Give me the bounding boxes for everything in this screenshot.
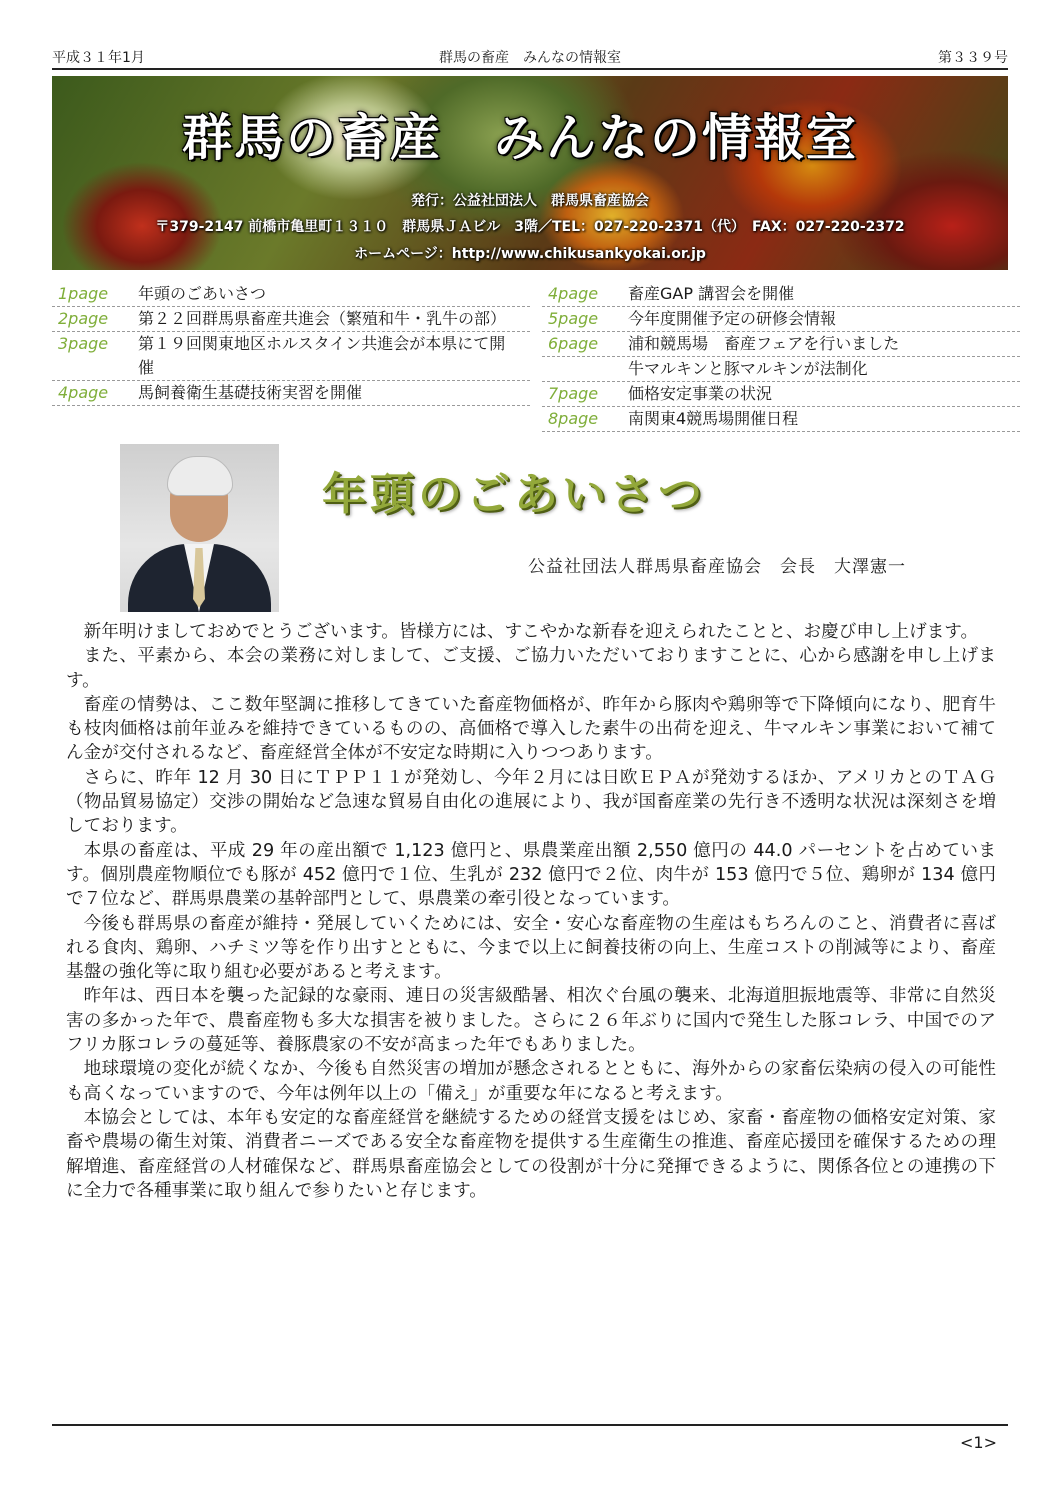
paragraph: さらに、昨年 12 月 30 日にＴＰＰ１１が発効し、今年２月には日欧ＥＰＡが発効するほか、アメリカとのＴＡＧ（物品貿易協定）交渉の開始など急速な貿易自由化の進展により、我が国畜産業の先行き不透明な状況は深刻さを増しております。: [66, 767, 996, 837]
toc-page: [542, 357, 628, 381]
publisher-line: 発行：公益社団法人 群馬県畜産協会: [411, 193, 649, 209]
homepage-link[interactable]: ホームページ：http://www.chikusankyokai.or.jp: [354, 246, 706, 262]
toc-item[interactable]: [52, 381, 530, 406]
paragraph: 昨年は、西日本を襲った記録的な豪雨、連日の災害級酷暑、相次ぐ台風の襲来、北海道胆振地震等、非常に自然災害の多かった年で、農畜産物も多大な損害を被りました。さらに２６年ぶりに国内で発生した豚コレラ、中国でのアフリカ豚コレラの蔓延等、養豚農家の不安が高まった年でもありました。: [66, 986, 996, 1056]
toc-right-column: [542, 282, 1020, 432]
header-issue: 第３３９号: [938, 50, 1008, 66]
masthead-banner: [52, 76, 1008, 270]
toc-item[interactable]: [542, 357, 1020, 382]
toc-page: 6page: [548, 334, 599, 353]
page-number: <1>: [960, 1433, 997, 1452]
footer-rule: [52, 1424, 1008, 1426]
toc-page: 5page: [548, 309, 599, 328]
toc-title: 年頭のごあいさつ: [138, 284, 267, 303]
toc-title: 今年度開催予定の研修会情報: [628, 309, 837, 328]
toc-item[interactable]: [542, 307, 1020, 332]
toc-page: 2page: [58, 309, 109, 328]
article-heading: 年頭のごあいさつ: [322, 469, 706, 520]
toc-title: 価格安定事業の状況: [628, 384, 773, 403]
masthead-title: 群馬の畜産 みんなの情報室: [182, 108, 858, 167]
toc-item[interactable]: [542, 382, 1020, 407]
paragraph: また、平素から、本会の業務に対しまして、ご支援、ご協力いただいておりますことに、心から感謝を申し上げます。: [66, 646, 996, 691]
toc-page: 4page: [548, 284, 599, 303]
paragraph: 今後も群馬県の畜産が維持・発展していくためには、安全・安心な畜産物の生産はもちろんのこと、消費者に喜ばれる食肉、鶏卵、ハチミツ等を作り出すとともに、今まで以上に飼養技術の向上、生産コストの削減等により、畜産基盤の強化等に取り組む必要があると考えます。: [66, 913, 996, 983]
toc-page: 8page: [548, 409, 599, 428]
toc-title: 南関東4競馬場開催日程: [628, 409, 799, 428]
toc-title: 馬飼養衛生基礎技術実習を開催: [138, 383, 363, 402]
toc-page: 3page: [58, 334, 109, 353]
toc-title: 牛マルキンと豚マルキンが法制化: [628, 359, 868, 378]
paragraph: 畜産の情勢は、ここ数年堅調に推移してきていた畜産物価格が、昨年から豚肉や鶏卵等で下降傾向になり、肥育牛も枝肉価格は前年並みを維持できているものの、高価格で導入した素牛の出荷を迎え、牛マルキン事業において補てん金が交付されるなど、畜産経営全体が不安定な時期に入りつつあります。: [66, 694, 996, 764]
paragraph: 本県の畜産は、平成 29 年の産出額で 1,123 億円と、県農業産出額 2,550 億円の 44.0 パーセントを占めています。個別農産物順位でも豚が 452 億円で１位、生乳が 232 億円で２位、肉牛が 153 億円で５位、鶏卵が 134 億円で７位など、群馬県農業の基幹部門として、県農業の牽引役となっています。: [66, 840, 996, 910]
header-rule: [52, 68, 1008, 70]
header-date: 平成３１年1月: [52, 50, 145, 66]
article-body: [66, 620, 996, 1203]
toc-title: 畜産GAP 講習会を開催: [628, 284, 795, 303]
toc-title: 第２２回群馬県畜産共進会（繁殖和牛・乳牛の部）: [138, 309, 507, 328]
toc-item[interactable]: [52, 307, 530, 332]
toc-item[interactable]: [542, 407, 1020, 432]
address-line: 〒379-2147 前橋市亀里町１３１０ 群馬県ＪＡビル 3階／TEL：027-220-2371（代） FAX：027-220-2372: [155, 219, 905, 235]
toc-item[interactable]: [52, 332, 530, 381]
toc-item[interactable]: [52, 282, 530, 307]
author-portrait: [120, 444, 279, 612]
paragraph: 本協会としては、本年も安定的な畜産経営を継続するための経営支援をはじめ、家畜・畜産物の価格安定対策、家畜や農場の衛生対策、消費者ニーズである安全な畜産物を提供する生産衛生の推進、畜産応援団を確保するための理解増進、畜産経営の人材確保など、群馬県畜産協会としての役割が十分に発揮できるように、関係各位との連携の下に全力で各種事業に取り組んで参りたいと存じます。: [66, 1107, 996, 1201]
toc-item[interactable]: [542, 332, 1020, 357]
toc-page: 4page: [58, 383, 109, 402]
toc-page: 1page: [58, 284, 109, 303]
toc-item[interactable]: [542, 282, 1020, 307]
toc-left-column: [52, 282, 530, 406]
paragraph: 新年明けましておめでとうございます。皆様方には、すこやかな新春を迎えられたことと、お慶び申し上げます。: [83, 622, 979, 642]
paragraph: 地球環境の変化が続くなか、今後も自然災害の増加が懸念されるとともに、海外からの家畜伝染病の侵入の可能性も高くなっていますので、今年は例年以上の「備え」が重要な年になると考えます。: [66, 1059, 996, 1104]
portrait-hair: [167, 456, 233, 496]
header-publication: 群馬の畜産 みんなの情報室: [439, 50, 621, 66]
toc-title: 第１９回関東地区ホルスタイン共進会が本県にて開催: [138, 334, 506, 377]
toc-page: 7page: [548, 384, 599, 403]
toc-title: 浦和競馬場 畜産フェアを行いました: [628, 334, 900, 353]
article-author: 公益社団法人群馬県畜産協会 会長 大澤憲一: [528, 557, 906, 577]
page-header: [52, 46, 1008, 68]
